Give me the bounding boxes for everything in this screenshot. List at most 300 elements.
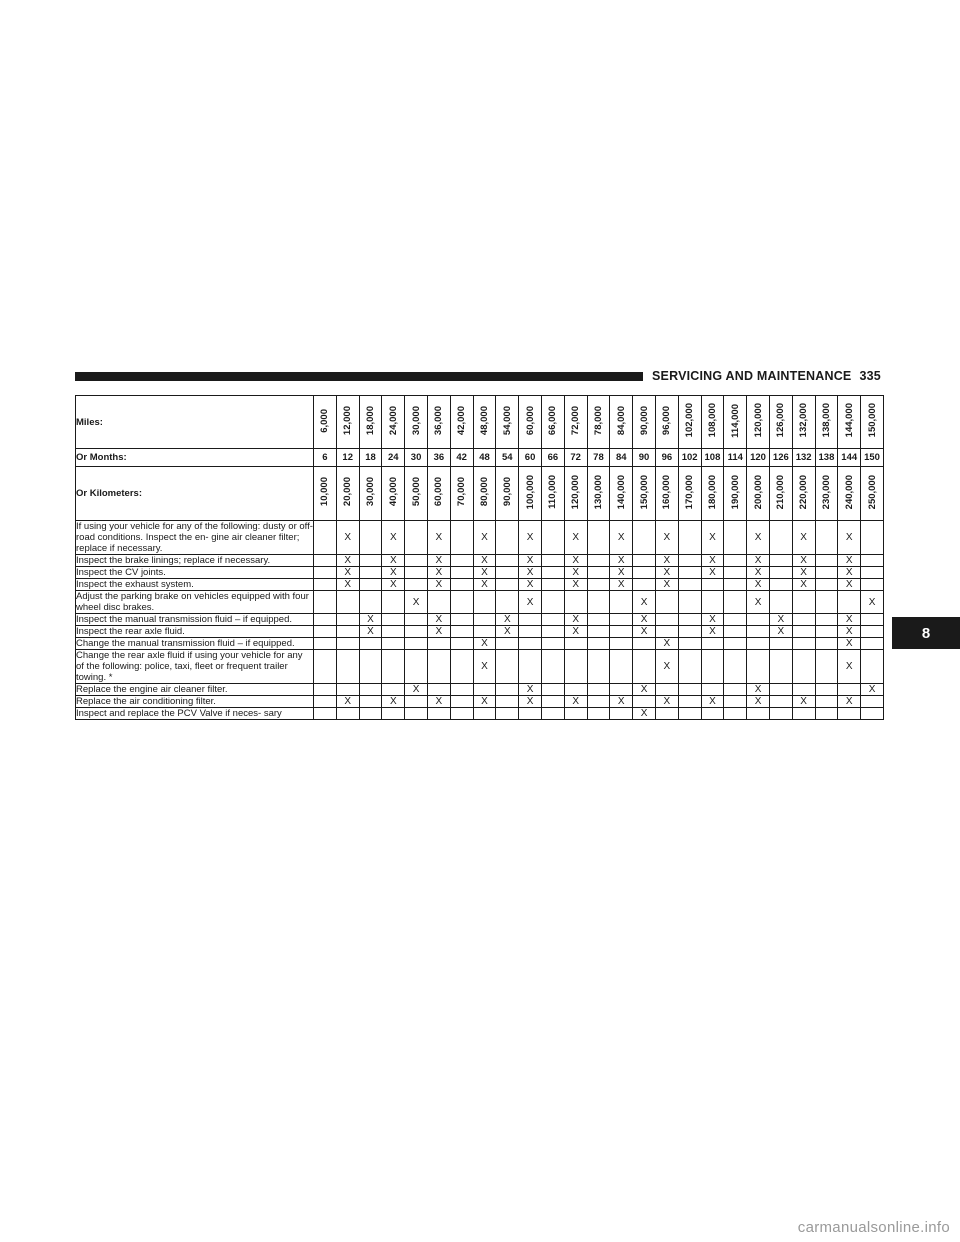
service-mark: X bbox=[336, 521, 359, 555]
empty-cell bbox=[724, 567, 747, 579]
service-mark: X bbox=[382, 521, 405, 555]
service-mark: X bbox=[769, 614, 792, 626]
kilometers-header-row bbox=[76, 467, 884, 521]
service-mark: X bbox=[427, 567, 450, 579]
empty-cell bbox=[336, 684, 359, 696]
service-mark: X bbox=[838, 626, 861, 638]
empty-cell bbox=[450, 696, 473, 708]
empty-cell bbox=[610, 650, 633, 684]
kilometers-value: 220,000 bbox=[798, 474, 810, 510]
empty-cell bbox=[336, 591, 359, 614]
service-mark: X bbox=[701, 521, 724, 555]
months-header-row bbox=[76, 449, 884, 467]
empty-cell bbox=[861, 650, 884, 684]
empty-cell bbox=[450, 521, 473, 555]
empty-cell bbox=[314, 708, 337, 720]
service-mark: X bbox=[792, 567, 815, 579]
months-label: Or Months: bbox=[76, 449, 314, 467]
service-mark: X bbox=[427, 626, 450, 638]
empty-cell bbox=[587, 614, 610, 626]
service-mark: X bbox=[701, 567, 724, 579]
empty-cell bbox=[405, 650, 428, 684]
service-mark: X bbox=[473, 579, 496, 591]
service-mark: X bbox=[564, 626, 587, 638]
kilometers-cell bbox=[336, 467, 359, 521]
empty-cell bbox=[541, 626, 564, 638]
kilometers-cell bbox=[541, 467, 564, 521]
empty-cell bbox=[541, 684, 564, 696]
empty-cell bbox=[587, 696, 610, 708]
empty-cell bbox=[314, 567, 337, 579]
miles-value: 42,000 bbox=[456, 405, 468, 436]
empty-cell bbox=[792, 684, 815, 696]
service-mark: X bbox=[792, 521, 815, 555]
empty-cell bbox=[792, 614, 815, 626]
empty-cell bbox=[541, 650, 564, 684]
service-mark: X bbox=[610, 555, 633, 567]
kilometers-value: 200,000 bbox=[752, 474, 764, 510]
kilometers-cell bbox=[701, 467, 724, 521]
miles-cell bbox=[519, 396, 542, 449]
service-mark: X bbox=[382, 579, 405, 591]
service-mark: X bbox=[382, 555, 405, 567]
empty-cell bbox=[359, 650, 382, 684]
kilometers-cell bbox=[496, 467, 519, 521]
empty-cell bbox=[473, 614, 496, 626]
empty-cell bbox=[405, 638, 428, 650]
service-mark: X bbox=[427, 521, 450, 555]
empty-cell bbox=[724, 626, 747, 638]
kilometers-value: 90,000 bbox=[501, 477, 513, 507]
service-mark: X bbox=[655, 555, 678, 567]
empty-cell bbox=[633, 521, 656, 555]
empty-cell bbox=[587, 567, 610, 579]
kilometers-value: 150,000 bbox=[638, 474, 650, 510]
miles-value: 138,000 bbox=[820, 403, 832, 438]
kilometers-value: 110,000 bbox=[547, 475, 559, 509]
miles-value: 144,000 bbox=[843, 403, 855, 438]
months-cell: 48 bbox=[473, 449, 496, 467]
empty-cell bbox=[587, 650, 610, 684]
service-mark: X bbox=[861, 684, 884, 696]
miles-cell bbox=[314, 396, 337, 449]
empty-cell bbox=[769, 684, 792, 696]
empty-cell bbox=[678, 708, 701, 720]
task-description: Inspect the brake linings; replace if necessary. bbox=[76, 555, 314, 567]
service-mark: X bbox=[564, 555, 587, 567]
empty-cell bbox=[701, 591, 724, 614]
table-row bbox=[76, 626, 884, 638]
empty-cell bbox=[382, 614, 405, 626]
service-mark: X bbox=[336, 696, 359, 708]
kilometers-value: 180,000 bbox=[706, 474, 718, 510]
miles-cell bbox=[769, 396, 792, 449]
empty-cell bbox=[815, 567, 838, 579]
kilometers-value: 250,000 bbox=[866, 474, 878, 510]
empty-cell bbox=[450, 650, 473, 684]
kilometers-cell bbox=[838, 467, 861, 521]
empty-cell bbox=[701, 650, 724, 684]
empty-cell bbox=[587, 521, 610, 555]
empty-cell bbox=[724, 708, 747, 720]
empty-cell bbox=[610, 626, 633, 638]
empty-cell bbox=[336, 614, 359, 626]
service-mark: X bbox=[747, 521, 770, 555]
service-mark: X bbox=[792, 555, 815, 567]
service-mark: X bbox=[496, 614, 519, 626]
task-description: Inspect and replace the PCV Valve if neces- sary bbox=[76, 708, 314, 720]
service-mark: X bbox=[427, 555, 450, 567]
header-rule bbox=[75, 372, 643, 381]
kilometers-value: 160,000 bbox=[661, 474, 673, 510]
miles-cell bbox=[587, 396, 610, 449]
service-mark: X bbox=[519, 591, 542, 614]
miles-value: 114,000 bbox=[729, 403, 741, 438]
empty-cell bbox=[587, 579, 610, 591]
empty-cell bbox=[769, 555, 792, 567]
table-row bbox=[76, 579, 884, 591]
kilometers-value: 60,000 bbox=[433, 477, 445, 507]
empty-cell bbox=[314, 579, 337, 591]
service-mark: X bbox=[838, 614, 861, 626]
table-row bbox=[76, 696, 884, 708]
kilometers-cell bbox=[610, 467, 633, 521]
empty-cell bbox=[450, 567, 473, 579]
empty-cell bbox=[838, 591, 861, 614]
miles-value: 120,000 bbox=[752, 403, 764, 438]
empty-cell bbox=[336, 708, 359, 720]
empty-cell bbox=[701, 684, 724, 696]
kilometers-cell bbox=[359, 467, 382, 521]
miles-value: 6,000 bbox=[319, 408, 331, 433]
empty-cell bbox=[473, 591, 496, 614]
service-mark: X bbox=[610, 567, 633, 579]
miles-value: 72,000 bbox=[570, 405, 582, 436]
empty-cell bbox=[382, 591, 405, 614]
empty-cell bbox=[405, 708, 428, 720]
empty-cell bbox=[427, 708, 450, 720]
service-mark: X bbox=[496, 626, 519, 638]
empty-cell bbox=[815, 591, 838, 614]
empty-cell bbox=[405, 555, 428, 567]
miles-cell bbox=[382, 396, 405, 449]
empty-cell bbox=[473, 626, 496, 638]
months-cell: 60 bbox=[519, 449, 542, 467]
kilometers-value: 190,000 bbox=[729, 474, 741, 510]
empty-cell bbox=[564, 638, 587, 650]
empty-cell bbox=[519, 638, 542, 650]
empty-cell bbox=[450, 614, 473, 626]
miles-value: 36,000 bbox=[433, 405, 445, 436]
miles-cell bbox=[450, 396, 473, 449]
empty-cell bbox=[861, 555, 884, 567]
kilometers-cell bbox=[427, 467, 450, 521]
service-mark: X bbox=[701, 555, 724, 567]
empty-cell bbox=[815, 708, 838, 720]
empty-cell bbox=[861, 638, 884, 650]
months-cell: 102 bbox=[678, 449, 701, 467]
empty-cell bbox=[633, 650, 656, 684]
months-cell: 96 bbox=[655, 449, 678, 467]
kilometers-cell bbox=[747, 467, 770, 521]
empty-cell bbox=[769, 591, 792, 614]
kilometers-value: 70,000 bbox=[456, 477, 468, 507]
service-mark: X bbox=[838, 650, 861, 684]
service-mark: X bbox=[382, 696, 405, 708]
empty-cell bbox=[815, 638, 838, 650]
page-number: 335 bbox=[859, 369, 881, 383]
empty-cell bbox=[336, 638, 359, 650]
service-mark: X bbox=[861, 591, 884, 614]
empty-cell bbox=[359, 696, 382, 708]
empty-cell bbox=[314, 614, 337, 626]
kilometers-cell bbox=[382, 467, 405, 521]
empty-cell bbox=[747, 626, 770, 638]
empty-cell bbox=[610, 638, 633, 650]
empty-cell bbox=[769, 638, 792, 650]
task-description: Replace the engine air cleaner filter. bbox=[76, 684, 314, 696]
miles-cell bbox=[747, 396, 770, 449]
miles-value: 108,000 bbox=[706, 403, 718, 438]
empty-cell bbox=[359, 579, 382, 591]
empty-cell bbox=[724, 684, 747, 696]
service-mark: X bbox=[564, 521, 587, 555]
empty-cell bbox=[633, 579, 656, 591]
table-row bbox=[76, 555, 884, 567]
empty-cell bbox=[747, 650, 770, 684]
empty-cell bbox=[541, 579, 564, 591]
kilometers-cell bbox=[450, 467, 473, 521]
table-row bbox=[76, 650, 884, 684]
kilometers-cell bbox=[564, 467, 587, 521]
kilometers-cell bbox=[792, 467, 815, 521]
service-mark: X bbox=[769, 626, 792, 638]
empty-cell bbox=[587, 591, 610, 614]
empty-cell bbox=[519, 650, 542, 684]
empty-cell bbox=[564, 591, 587, 614]
watermark: carmanualsonline.info bbox=[797, 1219, 950, 1236]
task-description: Inspect the manual transmission fluid – if equipped. bbox=[76, 614, 314, 626]
service-mark: X bbox=[655, 567, 678, 579]
service-mark: X bbox=[610, 521, 633, 555]
empty-cell bbox=[655, 614, 678, 626]
months-cell: 78 bbox=[587, 449, 610, 467]
kilometers-value: 80,000 bbox=[478, 477, 490, 507]
miles-value: 24,000 bbox=[387, 405, 399, 436]
empty-cell bbox=[815, 579, 838, 591]
service-mark: X bbox=[564, 696, 587, 708]
miles-value: 18,000 bbox=[364, 405, 376, 436]
empty-cell bbox=[792, 708, 815, 720]
service-mark: X bbox=[564, 579, 587, 591]
empty-cell bbox=[655, 708, 678, 720]
table-row bbox=[76, 567, 884, 579]
empty-cell bbox=[838, 684, 861, 696]
empty-cell bbox=[382, 626, 405, 638]
service-mark: X bbox=[633, 708, 656, 720]
empty-cell bbox=[359, 567, 382, 579]
empty-cell bbox=[633, 555, 656, 567]
service-mark: X bbox=[701, 696, 724, 708]
miles-value: 54,000 bbox=[501, 405, 513, 436]
miles-label: Miles: bbox=[76, 396, 314, 449]
months-cell: 150 bbox=[861, 449, 884, 467]
kilometers-cell bbox=[405, 467, 428, 521]
miles-cell bbox=[405, 396, 428, 449]
empty-cell bbox=[633, 567, 656, 579]
service-mark: X bbox=[473, 567, 496, 579]
miles-header-row bbox=[76, 396, 884, 449]
empty-cell bbox=[724, 591, 747, 614]
service-mark: X bbox=[564, 614, 587, 626]
service-mark: X bbox=[655, 696, 678, 708]
empty-cell bbox=[655, 626, 678, 638]
service-mark: X bbox=[610, 579, 633, 591]
task-description: Change the manual transmission fluid – if equipped. bbox=[76, 638, 314, 650]
empty-cell bbox=[382, 684, 405, 696]
empty-cell bbox=[450, 591, 473, 614]
miles-cell bbox=[610, 396, 633, 449]
empty-cell bbox=[655, 591, 678, 614]
service-mark: X bbox=[655, 579, 678, 591]
service-mark: X bbox=[655, 650, 678, 684]
miles-cell bbox=[496, 396, 519, 449]
empty-cell bbox=[678, 567, 701, 579]
task-description: Inspect the rear axle fluid. bbox=[76, 626, 314, 638]
empty-cell bbox=[473, 684, 496, 696]
service-mark: X bbox=[473, 555, 496, 567]
empty-cell bbox=[655, 684, 678, 696]
service-mark: X bbox=[701, 614, 724, 626]
empty-cell bbox=[541, 567, 564, 579]
miles-cell bbox=[701, 396, 724, 449]
empty-cell bbox=[861, 696, 884, 708]
kilometers-value: 120,000 bbox=[570, 474, 582, 510]
empty-cell bbox=[564, 708, 587, 720]
empty-cell bbox=[861, 708, 884, 720]
months-cell: 18 bbox=[359, 449, 382, 467]
miles-cell bbox=[792, 396, 815, 449]
months-cell: 144 bbox=[838, 449, 861, 467]
service-mark: X bbox=[792, 696, 815, 708]
empty-cell bbox=[747, 708, 770, 720]
kilometers-value: 170,000 bbox=[684, 474, 696, 510]
service-mark: X bbox=[359, 614, 382, 626]
empty-cell bbox=[541, 591, 564, 614]
empty-cell bbox=[815, 684, 838, 696]
miles-cell bbox=[336, 396, 359, 449]
service-mark: X bbox=[519, 555, 542, 567]
kilometers-label: Or Kilometers: bbox=[76, 467, 314, 521]
empty-cell bbox=[564, 650, 587, 684]
service-mark: X bbox=[633, 591, 656, 614]
service-mark: X bbox=[564, 567, 587, 579]
service-mark: X bbox=[405, 591, 428, 614]
chapter-tab[interactable]: 8 bbox=[892, 617, 960, 649]
empty-cell bbox=[769, 521, 792, 555]
empty-cell bbox=[678, 521, 701, 555]
table-row bbox=[76, 521, 884, 555]
empty-cell bbox=[314, 591, 337, 614]
months-cell: 132 bbox=[792, 449, 815, 467]
service-mark: X bbox=[519, 696, 542, 708]
empty-cell bbox=[769, 650, 792, 684]
service-mark: X bbox=[473, 650, 496, 684]
miles-cell bbox=[815, 396, 838, 449]
empty-cell bbox=[861, 626, 884, 638]
empty-cell bbox=[564, 684, 587, 696]
service-mark: X bbox=[747, 591, 770, 614]
empty-cell bbox=[587, 684, 610, 696]
empty-cell bbox=[815, 521, 838, 555]
service-mark: X bbox=[427, 614, 450, 626]
empty-cell bbox=[314, 521, 337, 555]
empty-cell bbox=[496, 567, 519, 579]
empty-cell bbox=[314, 626, 337, 638]
table-row bbox=[76, 614, 884, 626]
empty-cell bbox=[678, 684, 701, 696]
kilometers-value: 100,000 bbox=[524, 474, 536, 510]
empty-cell bbox=[405, 626, 428, 638]
empty-cell bbox=[747, 638, 770, 650]
kilometers-cell bbox=[655, 467, 678, 521]
months-cell: 108 bbox=[701, 449, 724, 467]
empty-cell bbox=[496, 521, 519, 555]
service-mark: X bbox=[427, 696, 450, 708]
months-cell: 30 bbox=[405, 449, 428, 467]
empty-cell bbox=[701, 579, 724, 591]
empty-cell bbox=[815, 614, 838, 626]
empty-cell bbox=[496, 591, 519, 614]
empty-cell bbox=[701, 638, 724, 650]
service-mark: X bbox=[633, 614, 656, 626]
task-description: Adjust the parking brake on vehicles equipped with four wheel disc brakes. bbox=[76, 591, 314, 614]
miles-value: 84,000 bbox=[615, 405, 627, 436]
task-description: Change the rear axle fluid if using your vehicle for any of the following: police, taxi, fleet or frequent trailer towing. * bbox=[76, 650, 314, 684]
empty-cell bbox=[678, 591, 701, 614]
empty-cell bbox=[336, 626, 359, 638]
empty-cell bbox=[359, 684, 382, 696]
service-mark: X bbox=[747, 696, 770, 708]
miles-value: 150,000 bbox=[866, 403, 878, 438]
task-description: Inspect the exhaust system. bbox=[76, 579, 314, 591]
kilometers-cell bbox=[724, 467, 747, 521]
empty-cell bbox=[792, 638, 815, 650]
empty-cell bbox=[314, 638, 337, 650]
months-cell: 54 bbox=[496, 449, 519, 467]
kilometers-value: 30,000 bbox=[364, 477, 376, 507]
miles-value: 60,000 bbox=[524, 405, 536, 436]
empty-cell bbox=[450, 638, 473, 650]
empty-cell bbox=[701, 708, 724, 720]
service-mark: X bbox=[473, 696, 496, 708]
service-mark: X bbox=[405, 684, 428, 696]
empty-cell bbox=[769, 579, 792, 591]
empty-cell bbox=[427, 650, 450, 684]
table-row bbox=[76, 638, 884, 650]
empty-cell bbox=[519, 708, 542, 720]
service-mark: X bbox=[427, 579, 450, 591]
task-description: If using your vehicle for any of the following: dusty or off-road conditions. Inspect the en- gine air cleaner filter; replace if necessary. bbox=[76, 521, 313, 554]
months-cell: 36 bbox=[427, 449, 450, 467]
months-cell: 72 bbox=[564, 449, 587, 467]
empty-cell bbox=[541, 696, 564, 708]
empty-cell bbox=[678, 555, 701, 567]
service-mark: X bbox=[519, 521, 542, 555]
empty-cell bbox=[405, 696, 428, 708]
kilometers-value: 130,000 bbox=[592, 474, 604, 510]
empty-cell bbox=[678, 579, 701, 591]
